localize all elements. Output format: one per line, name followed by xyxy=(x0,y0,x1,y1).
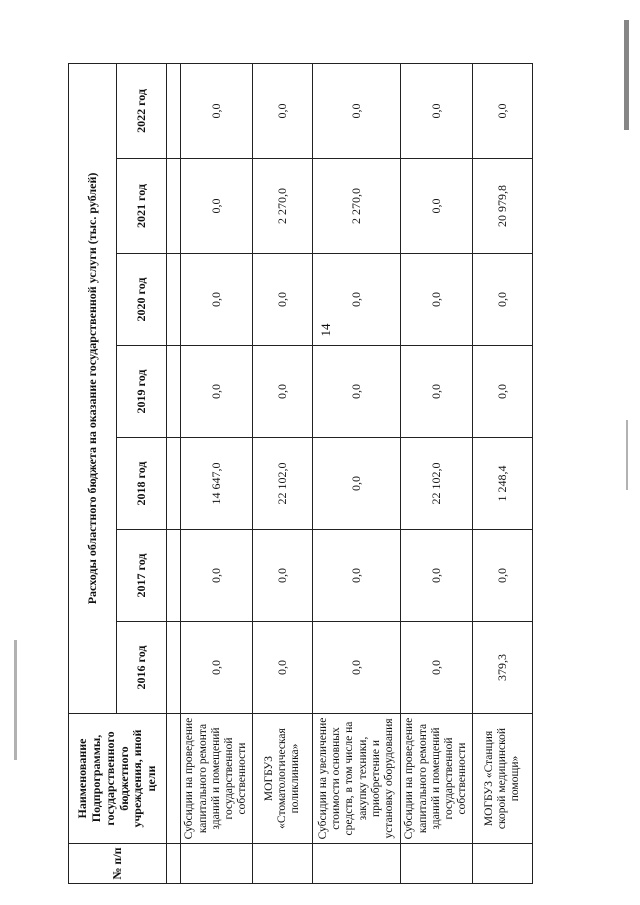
row-value: 0,0 xyxy=(181,346,253,438)
row-value: 0,0 xyxy=(181,530,253,622)
row-value: 0,0 xyxy=(313,438,401,530)
row-value: 0,0 xyxy=(313,622,401,714)
column-index xyxy=(167,438,181,530)
header-year: 2019 год xyxy=(117,346,167,438)
row-value: 0,0 xyxy=(401,530,473,622)
row-value: 14 647,0 xyxy=(181,438,253,530)
budget-table xyxy=(68,63,533,884)
row-value: 0,0 xyxy=(401,346,473,438)
header-year: 2018 год xyxy=(117,438,167,530)
row-value: 0,0 xyxy=(253,622,313,714)
row-name: Субсидии на проведение капитального ремонта зданий и помещений государственной собственности xyxy=(181,714,253,844)
row-value: 0,0 xyxy=(313,530,401,622)
page-number: 14 xyxy=(318,323,333,337)
scan-edge-mark xyxy=(624,20,629,130)
table-row xyxy=(473,63,533,883)
row-value: 0,0 xyxy=(313,254,401,346)
header-year: 2021 год xyxy=(117,159,167,254)
header-year: 2016 год xyxy=(117,622,167,714)
row-num xyxy=(401,844,473,884)
row-value: 0,0 xyxy=(253,346,313,438)
header-year: 2017 год xyxy=(117,530,167,622)
scan-edge-mark xyxy=(14,640,17,760)
table-row xyxy=(253,63,313,883)
row-value: 0,0 xyxy=(313,63,401,158)
header-year: 2022 год xyxy=(117,63,167,158)
column-index xyxy=(167,530,181,622)
row-value: 0,0 xyxy=(253,63,313,158)
row-value: 20 979,8 xyxy=(473,159,533,254)
row-value: 379,3 xyxy=(473,622,533,714)
column-index xyxy=(167,63,181,158)
row-name: Субсидии на проведение капитального ремонта зданий и помещений государственной собственности xyxy=(401,714,473,844)
row-value: 0,0 xyxy=(313,346,401,438)
table-row xyxy=(313,63,401,883)
row-value: 0,0 xyxy=(181,159,253,254)
budget-table-rotated xyxy=(68,64,522,884)
row-value: 0,0 xyxy=(401,254,473,346)
header-name: Наименование Подпрограммы, государственного бюджетного учреждения, иной цели xyxy=(69,714,167,844)
row-value: 2 270,0 xyxy=(253,159,313,254)
column-index xyxy=(167,159,181,254)
row-value: 0,0 xyxy=(253,254,313,346)
row-name: Субсидии на увеличение стоимости основных средств, в том числе на закупку техники, приобретение и установку оборудования xyxy=(313,714,401,844)
row-name: МОГБУЗ «Стоматологическая поликлиника» xyxy=(253,714,313,844)
row-value: 0,0 xyxy=(473,254,533,346)
row-value: 22 102,0 xyxy=(253,438,313,530)
row-value: 0,0 xyxy=(181,63,253,158)
column-index xyxy=(167,844,181,884)
row-value: 0,0 xyxy=(473,346,533,438)
row-num xyxy=(181,844,253,884)
row-value: 0,0 xyxy=(181,622,253,714)
header-expenses: Расходы областного бюджета на оказание государственной услуги (тыс. рублей) xyxy=(69,63,117,713)
header-num: № п/п xyxy=(69,844,167,884)
column-index xyxy=(167,346,181,438)
row-value: 1 248,4 xyxy=(473,438,533,530)
table-row xyxy=(401,63,473,883)
row-value: 0,0 xyxy=(253,530,313,622)
header-year: 2020 год xyxy=(117,254,167,346)
row-name: МОГБУЗ «Станция скорой медицинской помощи» xyxy=(473,714,533,844)
column-index xyxy=(167,622,181,714)
row-num xyxy=(313,844,401,884)
row-value: 2 270,0 xyxy=(313,159,401,254)
row-value: 0,0 xyxy=(473,63,533,158)
column-index-row xyxy=(167,63,181,883)
scan-edge-mark xyxy=(626,420,628,490)
row-value: 0,0 xyxy=(473,530,533,622)
row-value: 0,0 xyxy=(181,254,253,346)
row-num xyxy=(253,844,313,884)
row-value: 0,0 xyxy=(401,622,473,714)
column-index xyxy=(167,254,181,346)
table-row xyxy=(181,63,253,883)
column-index xyxy=(167,714,181,844)
row-value: 0,0 xyxy=(401,159,473,254)
row-num xyxy=(473,844,533,884)
row-value: 22 102,0 xyxy=(401,438,473,530)
row-value: 0,0 xyxy=(401,63,473,158)
